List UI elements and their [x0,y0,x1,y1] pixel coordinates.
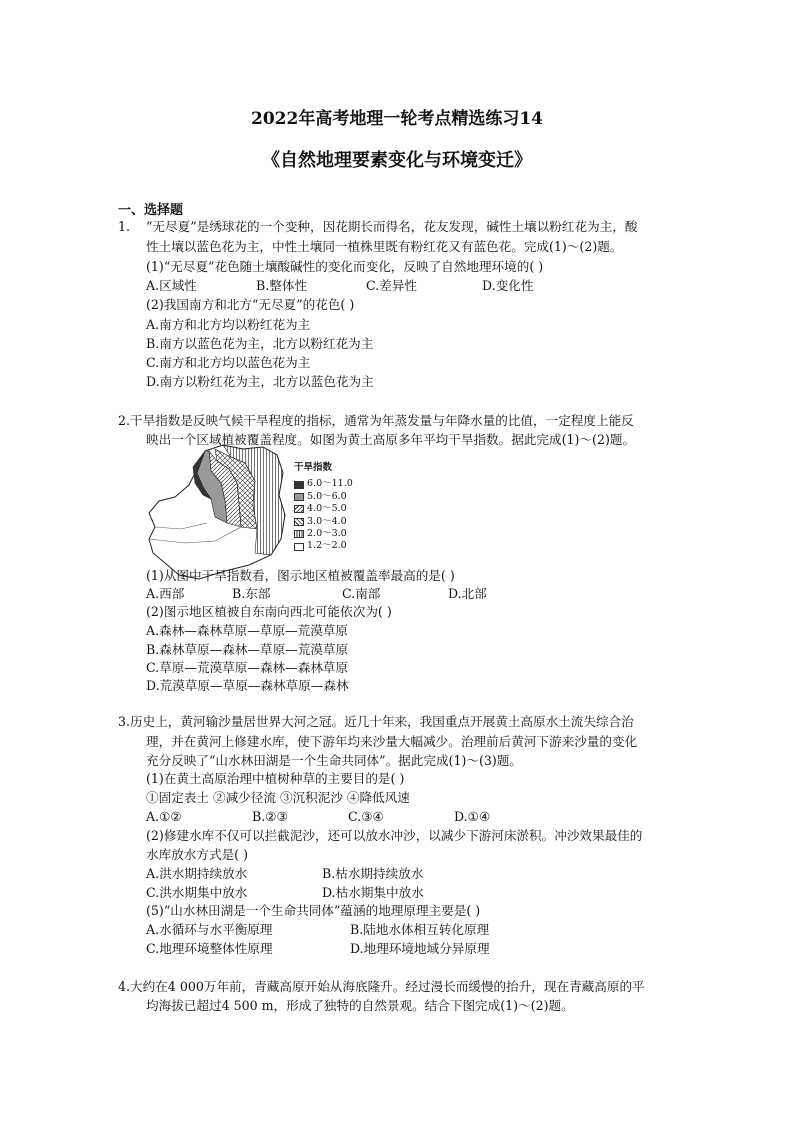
question-3-sub1-options [146,808,646,826]
document-subtitle: 《自然地理要素变化与环境变迁》 [262,150,532,171]
question-4-stem-line2: 均海拔已超过4 500 m，形成了独特的自然景观。结合下图完成(1)～(2)题。 [146,998,574,1013]
question-3-sub2-options-row1 [146,865,646,883]
section-heading: 一、选择题 [118,203,184,218]
legend-swatch [294,518,304,526]
question-3-sub5-options-row1 [146,921,646,939]
legend-item [294,491,353,503]
question-3-sub1-items: ①固定表土 ②减少径流 ③沉积泥沙 ④降低风速 [146,790,410,805]
question-3-stem-line2: 理，并在黄河上修建水库，使下游年均来沙量大幅减少。治理前后黄河下游来沙量的变化 [146,734,638,749]
question-3-sub1: (1)在黄土高原治理中植树种草的主要目的是( ) [146,771,405,786]
legend-item [294,478,353,490]
question-1-number: 1. [118,219,131,234]
question-1-sub1-options [146,277,646,295]
question-2-stem-line2: 映出一个区域植被覆盖程度。如图为黄土高原多年平均干旱指数。据此完成(1)～(2)题。 [146,432,636,447]
question-1-sub1: (1)“无尽夏”花色随土壤酸碱性的变化而变化，反映了自然地理环境的( ) [146,259,544,274]
question-2-sub2: (2)图示地区植被自东南向西北可能依次为( ) [146,604,392,619]
legend-title: 干旱指数 [294,462,333,473]
question-3-stem-line1: 3.历史上，黄河输沙量居世界大河之冠。近几十年来，我国重点开展黄土高原水土流失综合治 [118,714,634,729]
question-3-sub5: (5)“山水林田湖是一个生命共同体”蕴涵的地理原理主要是( ) [146,903,481,918]
option-c[interactable]: C.地理环境整体性原理 [146,941,273,956]
question-1-stem-line1: “无尽夏”是绣球花的一个变种，因花期长而得名，花友发现，碱性土壤以粉红花为主，酸 [146,219,638,234]
option-c[interactable]: C.差异性 [366,278,417,293]
option-d[interactable]: D.地理环境地域分异原理 [350,941,490,956]
option-b[interactable]: B.东部 [232,586,271,601]
question-1-stem-line2: 性土壤以蓝色花为主，中性土壤同一植株里既有粉红花又有蓝色花。完成(1)～(2)题。 [146,239,623,254]
option-c[interactable]: C.草原—荒漠草原—森林—森林草原 [146,660,349,675]
option-c[interactable]: C.南部 [342,586,381,601]
question-3-sub2-line1: (2)修建水库不仅可以拦截泥沙，还可以放水冲沙，以减少下游河床淤积。冲沙效果最佳的 [146,828,643,843]
question-2-sub1-options [146,585,646,603]
legend-label: 1.2～2.0 [307,540,347,552]
question-3-sub2-line2: 水库放水方式是( ) [146,847,248,862]
question-1-sub2: (2)我国南方和北方“无尽夏”的花色( ) [146,297,355,312]
option-a[interactable]: A.区域性 [146,278,197,293]
legend-item [294,503,353,515]
question-3-stem-line3: 充分反映了“山水林田湖是一个生命共同体”。据此完成(1)～(3)题。 [146,753,522,768]
option-c[interactable]: C.南方和北方均以蓝色花为主 [146,355,311,370]
option-d[interactable]: D.北部 [448,586,487,601]
question-4-stem-line1: 4.大约在4 000万年前，青藏高原开始从海底隆升。经过漫长而缓慢的抬升，现在青藏高原的平 [118,979,645,994]
option-a[interactable]: A.①② [146,809,182,824]
legend-swatch [294,543,304,551]
question-3-sub2-options-row2 [146,884,646,902]
document-title: 2022年高考地理一轮考点精选练习14 [251,109,543,129]
legend-swatch [294,505,304,513]
legend-label: 2.0～3.0 [307,527,347,539]
option-c[interactable]: C.③④ [348,809,384,824]
legend-label: 6.0～11.0 [307,478,353,490]
legend-swatch [294,481,304,489]
option-a[interactable]: A.水循环与水平衡原理 [146,922,273,937]
legend-label: 5.0～6.0 [307,490,347,502]
option-d[interactable]: D.荒漠草原—草原—森林草原—森林 [146,678,349,693]
option-b[interactable]: B.陆地水体相互转化原理 [350,922,490,937]
option-b[interactable]: B.南方以蓝色花为主，北方以粉红花为主 [146,336,374,351]
option-d[interactable]: D.①④ [454,809,491,824]
legend-item [294,528,353,540]
option-b[interactable]: B.整体性 [256,278,308,293]
option-b[interactable]: B.枯水期持续放水 [322,866,424,881]
option-a[interactable]: A.南方和北方均以粉红花为主 [146,317,311,332]
question-2-stem-line1: 2.干旱指数是反映气候干旱程度的指标，通常为年蒸发量与年降水量的比值，一定程度上能反 [118,413,634,428]
legend-item [294,516,353,528]
option-d[interactable]: D.变化性 [482,278,534,293]
legend-label: 3.0～4.0 [307,515,347,527]
legend-swatch [294,493,304,501]
option-d[interactable]: D.南方以粉红花为主，北方以蓝色花为主 [146,374,374,389]
option-b[interactable]: B.②③ [252,809,288,824]
legend-item [294,540,353,552]
legend-label: 4.0～5.0 [307,503,347,515]
option-a[interactable]: A.森林—森林草原—草原—荒漠草原 [146,623,349,638]
legend-swatch [294,530,304,538]
question-3-sub5-options-row2 [146,940,646,958]
question-2-sub1: (1)从图中干旱指数看，图示地区植被覆盖率最高的是( ) [146,568,455,583]
option-c[interactable]: C.洪水期集中放水 [146,885,248,900]
option-b[interactable]: B.森林草原—森林—草原—荒漠草原 [146,642,349,657]
option-a[interactable]: A.西部 [146,586,185,601]
map-legend [294,462,353,553]
option-a[interactable]: A.洪水期持续放水 [146,866,248,881]
option-d[interactable]: D.枯水期集中放水 [322,885,424,900]
